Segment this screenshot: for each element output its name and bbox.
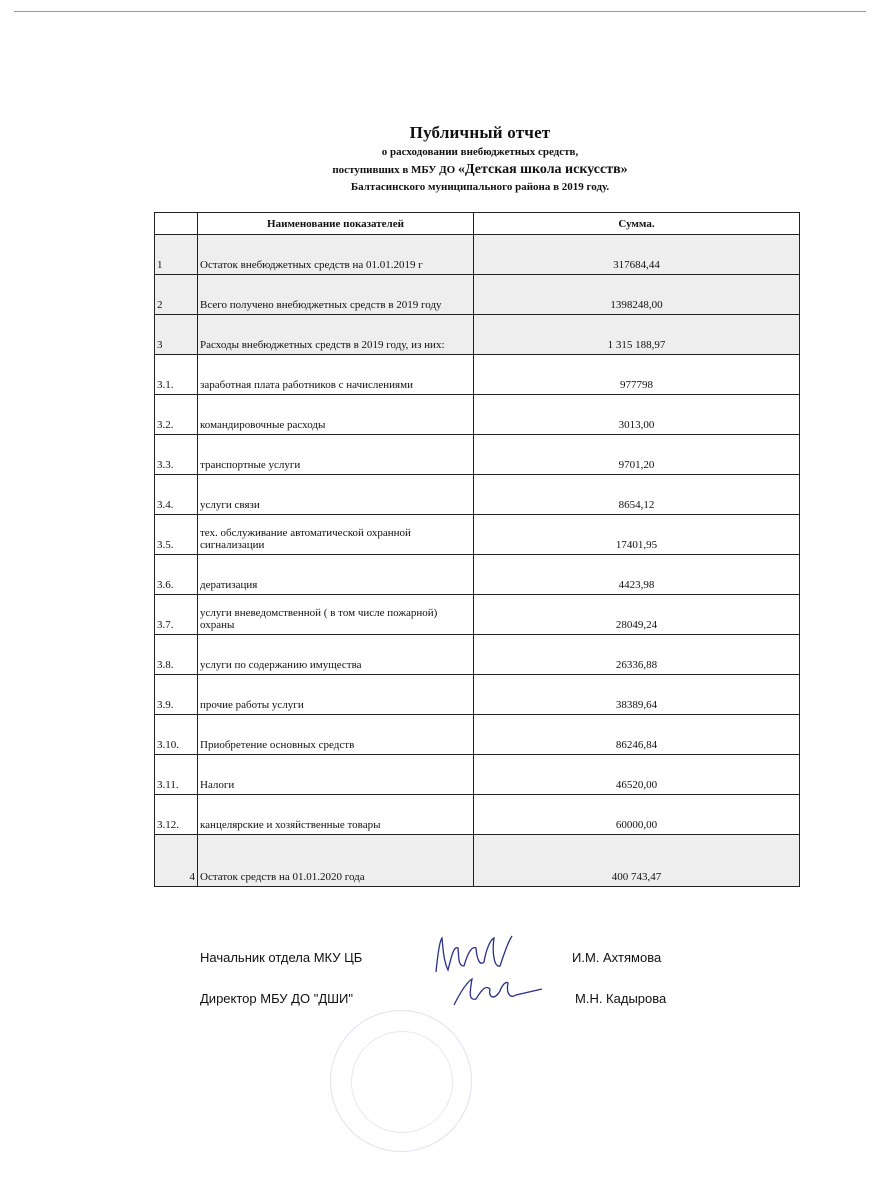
table-row [155,595,800,635]
school-name: «Детская школа искусств» [457,162,628,177]
signer-2-name: М.Н. Кадырова [575,991,667,1006]
document-header [300,122,660,196]
signer-1-name: И.М. Ахтямова [572,950,662,965]
row-sum: 38389,64 [474,675,800,715]
row-num: 3.10. [155,715,198,755]
row-sum: 1 315 188,97 [474,315,800,355]
row-sum: 400 743,47 [474,835,800,887]
table-row [155,675,800,715]
row-name: услуги по содержанию имущества [198,635,474,675]
row-name: Всего получено внебюджетных средств в 2019 году [198,275,474,315]
row-num: 4 [155,835,198,887]
subtitle-line-3: Балтасинского муниципального района в 2019 году. [350,181,610,193]
row-name: Остаток средств на 01.01.2020 года [198,835,474,887]
stamp-inner-ring [351,1031,453,1133]
row-num: 3.9. [155,675,198,715]
official-stamp [330,1010,472,1152]
row-sum: 28049,24 [474,595,800,635]
table-row-total [155,835,800,887]
signature-1-mark [428,932,518,977]
signer-2-role: Директор МБУ ДО "ДШИ" [200,991,353,1006]
row-sum: 3013,00 [474,395,800,435]
row-name: Приобретение основных средств [198,715,474,755]
row-num: 3.11. [155,755,198,795]
row-sum: 86246,84 [474,715,800,755]
row-name: командировочные расходы [198,395,474,435]
row-name: тех. обслуживание автоматической охранной сигнализации [198,515,474,555]
row-name: дератизация [198,555,474,595]
table-row [155,235,800,275]
table-row [155,315,800,355]
row-name: заработная плата работников с начислениями [198,355,474,395]
row-sum: 9701,20 [474,435,800,475]
table-row [155,355,800,395]
top-divider [14,11,866,12]
table-row [155,475,800,515]
row-num: 3.7. [155,595,198,635]
table-row [155,275,800,315]
row-num: 3.5. [155,515,198,555]
row-name: Налоги [198,755,474,795]
row-sum: 977798 [474,355,800,395]
row-num: 3.8. [155,635,198,675]
header-sum: Сумма. [474,213,800,235]
row-name: Остаток внебюджетных средств на 01.01.2019 г [198,235,474,275]
table-row [155,435,800,475]
row-name: Расходы внебюджетных средств в 2019 году, из них: [198,315,474,355]
document-title: Публичный отчет [409,123,551,142]
row-num: 1 [155,235,198,275]
row-sum: 317684,44 [474,235,800,275]
row-sum: 1398248,00 [474,275,800,315]
header-name: Наименование показателей [198,213,474,235]
table-header-row [155,213,800,235]
header-num [155,213,198,235]
row-name: канцелярские и хозяйственные товары [198,795,474,835]
table-row [155,635,800,675]
row-sum: 46520,00 [474,755,800,795]
row-num: 3.4. [155,475,198,515]
table-row [155,555,800,595]
row-name: услуги связи [198,475,474,515]
subtitle-line-1: о расходовании внебюджетных средств, [381,146,579,158]
row-num: 3.12. [155,795,198,835]
table-row [155,715,800,755]
row-num: 2 [155,275,198,315]
row-num: 3.6. [155,555,198,595]
row-num: 3.2. [155,395,198,435]
row-num: 3.3. [155,435,198,475]
row-sum: 4423,98 [474,555,800,595]
row-name: прочие работы услуги [198,675,474,715]
table-row [155,755,800,795]
row-sum: 8654,12 [474,475,800,515]
row-sum: 17401,95 [474,515,800,555]
row-name: услуги вневедомственной ( в том числе пожарной) охраны [198,595,474,635]
report-table [154,212,800,887]
table-row [155,395,800,435]
row-num: 3 [155,315,198,355]
row-num: 3.1. [155,355,198,395]
row-sum: 60000,00 [474,795,800,835]
signature-2-mark [450,975,545,1010]
table-row [155,515,800,555]
subtitle-prefix: поступивших в МБУ ДО [332,164,458,176]
row-name: транспортные услуги [198,435,474,475]
table-row [155,795,800,835]
row-sum: 26336,88 [474,635,800,675]
signer-1-role: Начальник отдела МКУ ЦБ [200,950,363,965]
subtitle-line-2 [300,161,660,179]
